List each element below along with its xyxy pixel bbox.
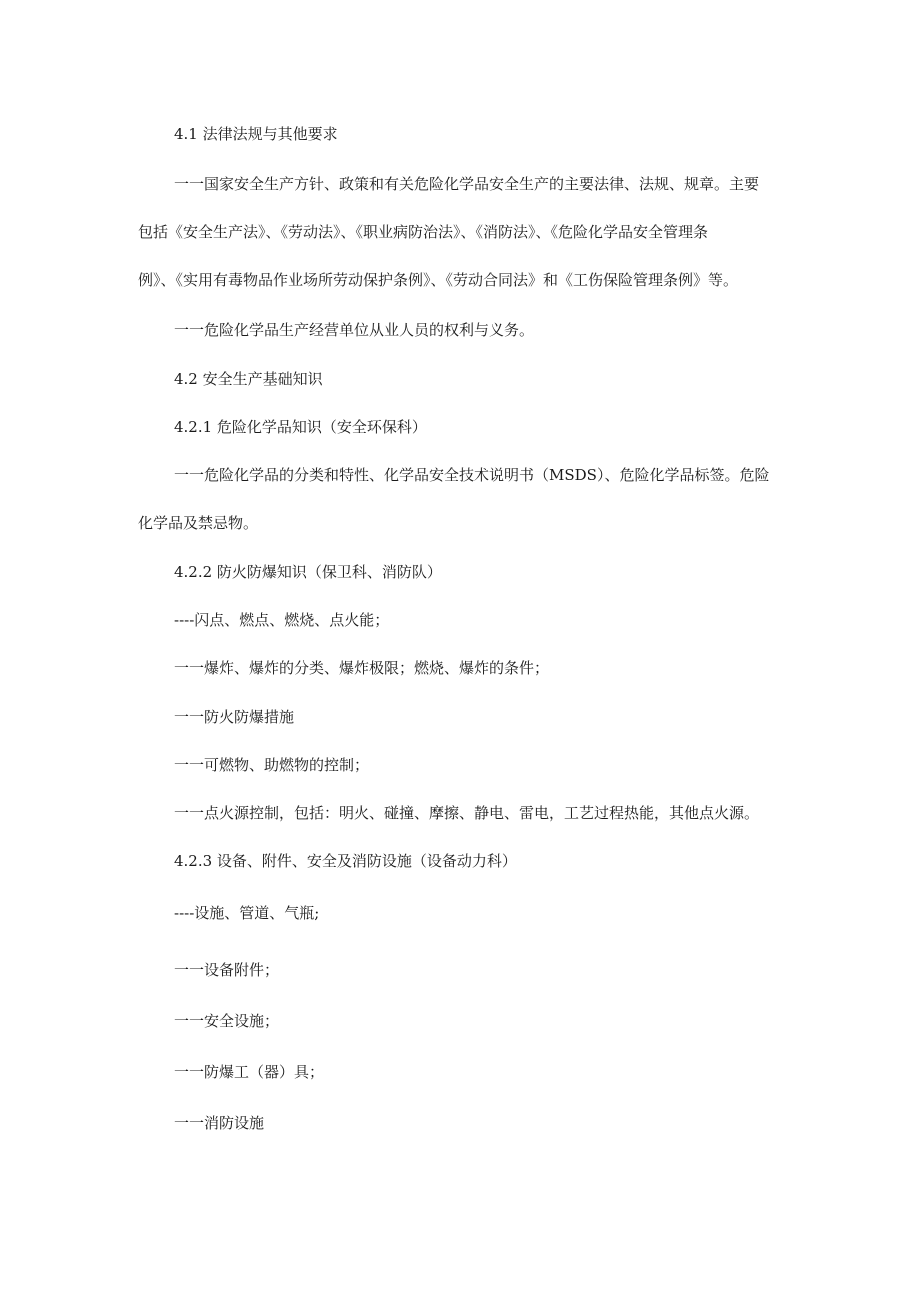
list-item: 一一可燃物、助燃物的控制； [174,756,370,774]
list-item: 一一防爆工（器）具； [174,1063,325,1081]
paragraph-line: 化学品及禁忌物。 [138,514,259,532]
list-item: 一一安全设施； [174,1012,280,1030]
heading-4-2-2: 4.2.2 防火防爆知识（保卫科、消防队） [174,563,442,581]
paragraph-line: 一一危险化学品生产经营单位从业人员的权利与义务。 [174,321,535,339]
list-item: 一一防火防爆措施 [174,708,295,726]
list-item: ----闪点、燃点、燃烧、点火能； [174,611,390,629]
list-item: 一一设备附件； [174,961,280,979]
paragraph-line: 包括《安全生产法》、《劳动法》、《职业病防治法》、《消防法》、《危险化学品安全管理条 [138,223,709,241]
list-item: 一一爆炸、爆炸的分类、爆炸极限；燃烧、爆炸的条件； [174,659,550,677]
heading-4-1: 4.1 法律法规与其他要求 [174,125,338,143]
list-item: ----设施、管道、气瓶; [174,904,320,922]
heading-4-2-3: 4.2.3 设备、附件、安全及消防设施（设备动力科） [174,852,517,870]
list-item: 一一消防设施 [174,1114,265,1132]
paragraph-line: 例》、《实用有毒物品作业场所劳动保护条例》、《劳动合同法》和《工伤保险管理条例》等。 [138,271,739,289]
list-item: 一一点火源控制，包括：明火、碰撞、摩擦、静电、雷电，工艺过程热能，其他点火源。 [174,804,760,822]
heading-4-2: 4.2 安全生产基础知识 [174,370,323,388]
heading-4-2-1: 4.2.1 危险化学品知识（安全环保科） [174,418,427,436]
paragraph-line: 一一国家安全生产方针、政策和有关危险化学品安全生产的主要法律、法规、规章。主要 [174,175,760,193]
paragraph-line: 一一危险化学品的分类和特性、化学品安全技术说明书（MSDS）、危险化学品标签。危险 [174,466,770,484]
